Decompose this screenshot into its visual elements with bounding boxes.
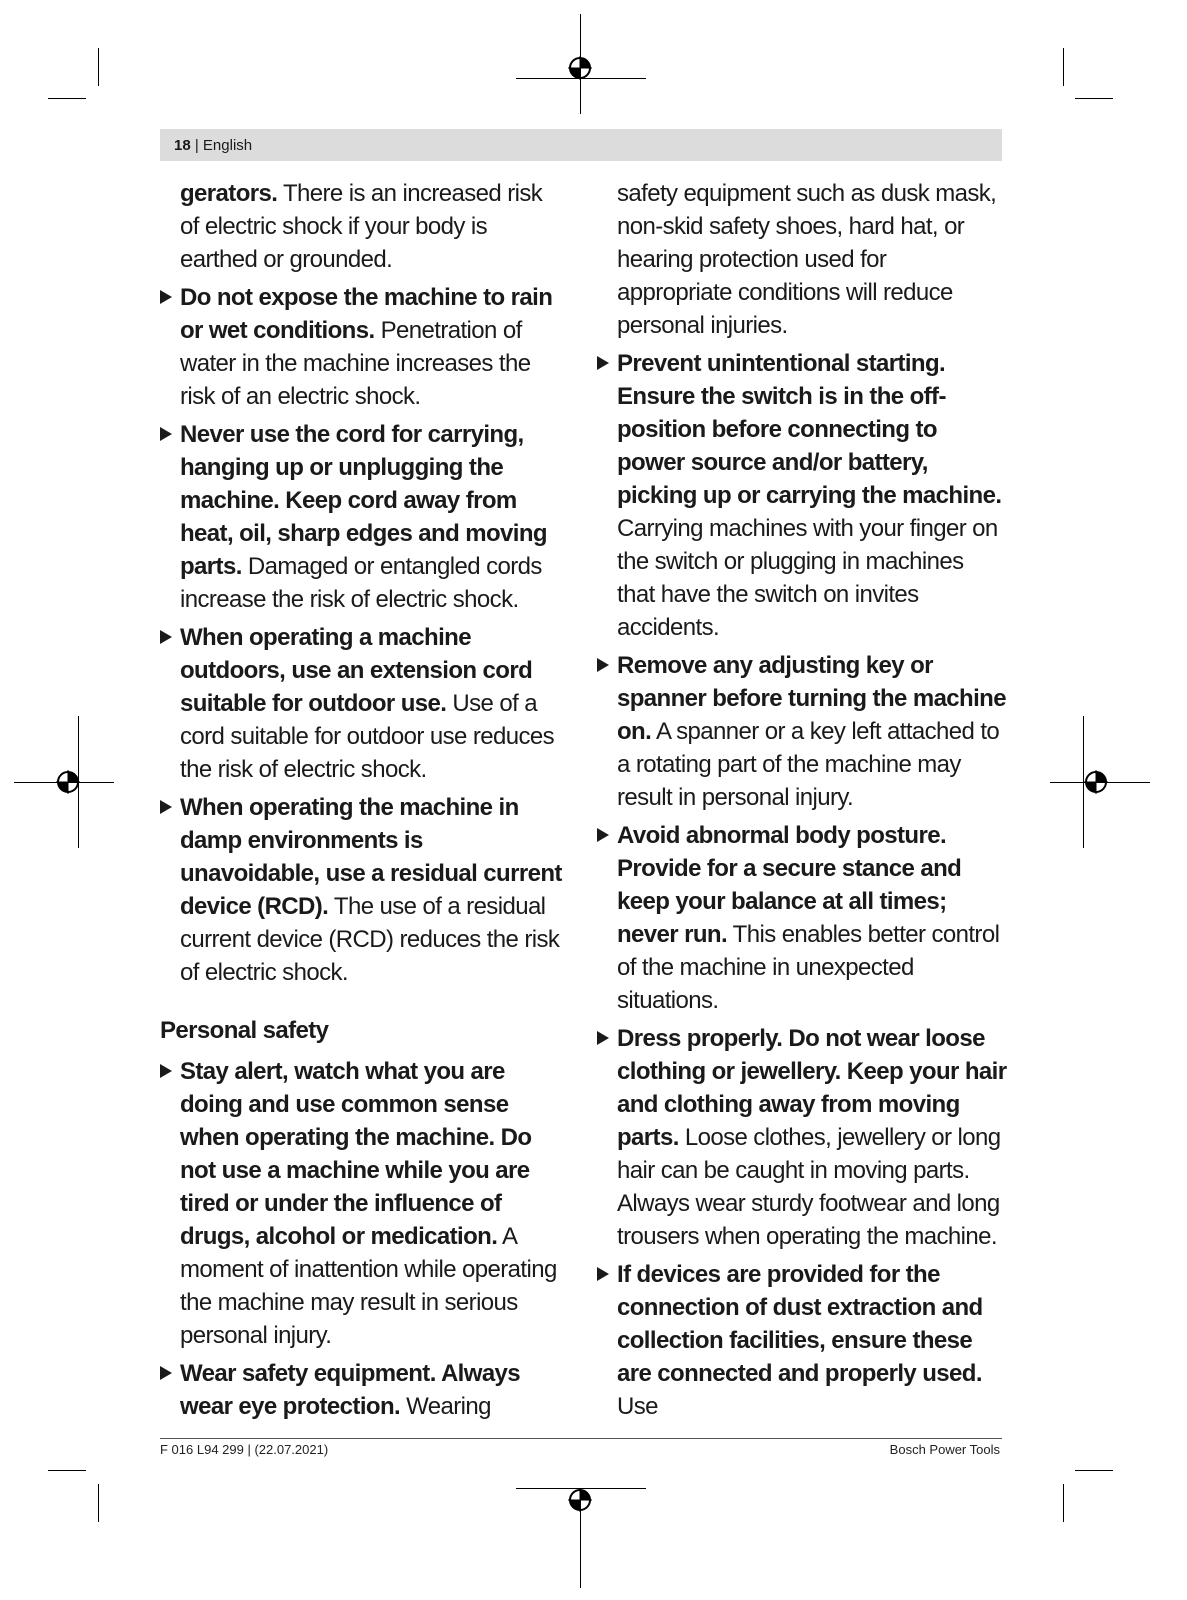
registration-mark-icon bbox=[568, 56, 592, 80]
registration-mark-icon bbox=[1084, 770, 1108, 794]
instruction-bold: Stay alert, watch what you are doing and use common sense when operating the machine. Do not use a machine while you are tired or under the influence of drugs, alcohol or medication. bbox=[180, 1058, 532, 1250]
explanation-text: Use of a cord suitable for outdoor use reduces the risk of electric shock. bbox=[180, 690, 555, 783]
crop-mark bbox=[1075, 1470, 1113, 1471]
instruction-bold: If devices are provided for the connection of dust extraction and collection facilities, ensure these are connected and properly used. bbox=[617, 1261, 983, 1387]
footer-document-id: F 016 L94 299 | (22.07.2021) bbox=[160, 1442, 329, 1457]
section-heading: Personal safety bbox=[160, 1017, 329, 1044]
explanation-text: A spanner or a key left attached to a rotating part of the machine may result in personal injury. bbox=[617, 718, 1000, 811]
page-label: 18 | English bbox=[174, 137, 253, 154]
explanation-text: Wearing bbox=[400, 1393, 491, 1420]
language-label: English bbox=[202, 137, 253, 154]
bullet-triangle-icon bbox=[160, 427, 172, 441]
bullet-triangle-icon bbox=[597, 828, 609, 842]
right-column bbox=[597, 177, 1007, 1428]
footer-rule bbox=[160, 1438, 1002, 1439]
bullet-triangle-icon bbox=[597, 356, 609, 370]
registration-mark-icon bbox=[568, 1488, 592, 1512]
explanation-text: The use of a residual current device (RCD) reduces the risk of electric shock. bbox=[180, 893, 560, 986]
bullet-item bbox=[597, 649, 1007, 814]
bullet-triangle-icon bbox=[597, 658, 609, 672]
explanation-text: Use bbox=[617, 1393, 658, 1420]
bullet-triangle-icon bbox=[597, 1267, 609, 1281]
footer-brand: Bosch Power Tools bbox=[889, 1442, 1000, 1457]
bullet-item bbox=[597, 819, 1007, 1017]
explanation-text: Penetration of water in the machine increases the risk of an electric shock. bbox=[180, 317, 531, 410]
bullet-item bbox=[160, 1357, 565, 1423]
instruction-bold: When operating the machine in damp environments is unavoidable, use a residual current device (RCD). bbox=[180, 794, 562, 920]
bullet-item bbox=[597, 1258, 1007, 1423]
explanation-text: safety equipment such as dusk mask, non-skid safety shoes, hard hat, or hearing protection used for appropriate conditions will reduce personal injuries. bbox=[617, 180, 997, 339]
left-column bbox=[160, 177, 565, 1428]
paragraph bbox=[597, 177, 1007, 342]
crop-mark bbox=[1075, 98, 1113, 99]
bullet-item bbox=[160, 418, 565, 616]
bullet-item bbox=[160, 281, 565, 413]
crop-mark bbox=[1063, 1484, 1064, 1522]
crop-mark bbox=[48, 98, 86, 99]
explanation-text: Carrying machines with your finger on the switch or plugging in machines that have the switch on invites accidents. bbox=[617, 515, 998, 641]
page-number: 18 bbox=[174, 137, 191, 154]
instruction-bold: Avoid abnormal body posture. Provide for a secure stance and keep your balance at all times; never run. bbox=[617, 822, 962, 948]
explanation-text: Damaged or entangled cords increase the risk of electric shock. bbox=[180, 553, 542, 613]
instruction-bold: gerators. bbox=[180, 180, 278, 207]
instruction-bold: Remove any adjusting key or spanner before turning the machine on. bbox=[617, 652, 1006, 745]
instruction-bold: Never use the cord for carrying, hanging up or unplugging the machine. Keep cord away from heat, oil, sharp edges and moving parts. bbox=[180, 421, 547, 580]
explanation-text: A moment of inattention while operating the machine may result in serious personal injury. bbox=[180, 1223, 557, 1349]
bullet-item bbox=[597, 1022, 1007, 1253]
page-header bbox=[160, 129, 1002, 161]
crop-mark bbox=[98, 1484, 99, 1522]
bullet-item bbox=[160, 1055, 565, 1352]
instruction-bold: Do not expose the machine to rain or wet conditions. bbox=[180, 284, 553, 344]
bullet-triangle-icon bbox=[160, 1366, 172, 1380]
bullet-triangle-icon bbox=[597, 1031, 609, 1045]
crop-mark bbox=[1063, 48, 1064, 86]
bullet-item bbox=[160, 791, 565, 989]
bullet-triangle-icon bbox=[160, 1064, 172, 1078]
crop-mark bbox=[48, 1470, 86, 1471]
bullet-item bbox=[597, 347, 1007, 644]
bullet-item bbox=[160, 621, 565, 786]
bullet-triangle-icon bbox=[160, 290, 172, 304]
bullet-triangle-icon bbox=[160, 630, 172, 644]
instruction-bold: Wear safety equipment. Always wear eye protection. bbox=[180, 1360, 521, 1420]
bullet-triangle-icon bbox=[160, 800, 172, 814]
instruction-bold: Dress properly. Do not wear loose clothing or jewellery. Keep your hair and clothing away from moving parts. bbox=[617, 1025, 1007, 1151]
explanation-text: There is an increased risk of electric shock if your body is earthed or grounded. bbox=[180, 180, 543, 273]
instruction-bold: When operating a machine outdoors, use an extension cord suitable for outdoor use. bbox=[180, 624, 533, 717]
paragraph bbox=[160, 177, 565, 276]
crop-mark bbox=[98, 48, 99, 86]
registration-mark-icon bbox=[56, 770, 80, 794]
instruction-bold: Prevent unintentional starting. Ensure the switch is in the off-position before connecting to power source and/or battery, picking up or carrying the machine. bbox=[617, 350, 1002, 509]
explanation-text: This enables better control of the machine in unexpected situations. bbox=[617, 921, 1000, 1014]
explanation-text: Loose clothes, jewellery or long hair can be caught in moving parts. Always wear sturdy footwear and long trousers when operating the machine. bbox=[617, 1124, 1001, 1250]
